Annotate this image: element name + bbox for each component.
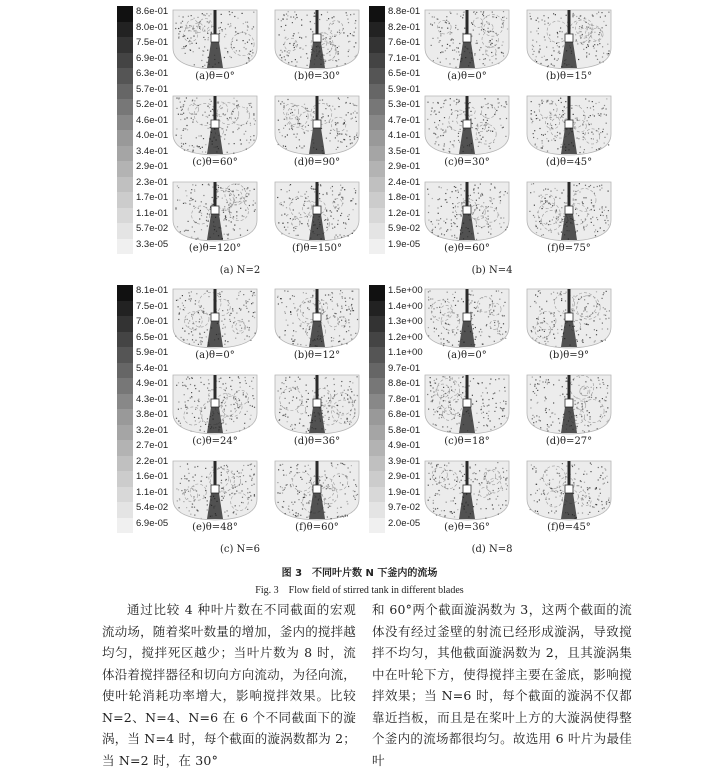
- flow-field-3: [167, 94, 257, 152]
- subplot-caption: (c)θ=24°: [192, 436, 238, 447]
- colorbar-label: 1.5e+00: [388, 285, 423, 296]
- colorbar-swatch: [117, 378, 133, 394]
- colorbar-label: 2.4e-01: [388, 176, 421, 188]
- flow-field-3: [167, 373, 257, 431]
- colorbar-label: 8.2e-01: [388, 21, 421, 33]
- colorbar-swatch: [369, 53, 385, 69]
- colorbar-swatch: [117, 192, 133, 208]
- flow-field-5: [419, 459, 509, 517]
- colorbar-label: 6.3e-01: [136, 68, 169, 79]
- colorbar-swatch: [369, 378, 385, 394]
- colorbar-swatch: [369, 363, 385, 379]
- subplot-caption: (b)θ=9°: [549, 350, 589, 361]
- colorbar-swatch: [117, 316, 133, 332]
- colorbar-label: 6.8e-01: [388, 409, 421, 420]
- flow-field-2: [269, 8, 359, 66]
- colorbar-swatch: [369, 471, 385, 487]
- colorbar-label: 1.1e-01: [136, 207, 169, 219]
- colorbar-swatch: [369, 84, 385, 100]
- subplot-caption: (b)θ=30°: [293, 71, 341, 82]
- subplot-caption: (d)θ=90°: [293, 157, 341, 168]
- colorbar-label: 2.9e-01: [136, 161, 169, 172]
- colorbar-label: 1.2e-01: [388, 207, 421, 219]
- colorbar-label: 1.1e+00: [388, 347, 423, 358]
- colorbar-label: 1.3e+00: [388, 316, 423, 327]
- colorbar-swatch: [369, 456, 385, 472]
- colorbar-swatch: [369, 518, 385, 534]
- subplot-caption: (c)θ=30°: [444, 157, 490, 168]
- colorbar-swatch: [117, 456, 133, 472]
- flow-field-1: [419, 8, 509, 66]
- colorbar-swatch: [117, 285, 133, 301]
- figure-title-en: Fig. 3 Flow field of stirred tank in different blades: [255, 585, 464, 596]
- colorbar-label: 1.9e-01: [388, 486, 421, 498]
- colorbar-swatch: [369, 239, 385, 255]
- panel-caption: (d) N=8: [471, 544, 513, 555]
- panel-d: [369, 285, 619, 561]
- colorbar-label: 5.8e-01: [388, 424, 421, 436]
- flow-field-3: [419, 94, 509, 152]
- body-paragraph-left: 通过比较 4 种叶片数在不同截面的宏观流动场，随着桨叶数量的增加，釜内的搅拌越均匀，搅拌死区越少；当叶片数为 8 时，流体沿着搅拌器径和切向方向流动，为径向流，使叶轮消耗功率增大，影响搅拌效果。比较 N=2、N=4、N=6 在 6 个不同截面下的漩涡，当 N=4 时，每个截面的漩涡数都为 2；当 N=2 时，在 30°: [102, 602, 357, 768]
- colorbar-label: 5.9e-01: [136, 347, 169, 358]
- colorbar-label: 8.8e-01: [388, 6, 421, 17]
- panel-caption: (b) N=4: [471, 265, 513, 276]
- flow-field-6: [521, 459, 611, 517]
- flow-field-4: [521, 373, 611, 431]
- colorbar-swatch: [369, 130, 385, 146]
- colorbar-swatch: [369, 161, 385, 177]
- colorbar-swatch: [369, 99, 385, 115]
- colorbar-label: 3.5e-01: [388, 145, 421, 157]
- flow-field-2: [521, 287, 611, 345]
- panel-b: [369, 6, 619, 282]
- colorbar-swatch: [369, 177, 385, 193]
- colorbar-swatch: [369, 332, 385, 348]
- colorbar-label: 8.6e-01: [136, 6, 169, 17]
- colorbar-label: 4.1e-01: [388, 130, 421, 141]
- colorbar-label: 3.2e-01: [136, 424, 169, 436]
- flow-field-4: [269, 373, 359, 431]
- subplot-caption: (d)θ=45°: [545, 157, 593, 168]
- colorbar-label: 2.7e-01: [136, 440, 169, 451]
- colorbar-swatch: [117, 22, 133, 38]
- colorbar-swatch: [117, 53, 133, 69]
- colorbar-swatch: [117, 37, 133, 53]
- flow-field-1: [167, 8, 257, 66]
- colorbar-label: 7.5e-01: [136, 37, 169, 48]
- flow-field-4: [521, 94, 611, 152]
- colorbar-swatch: [369, 146, 385, 162]
- colorbar-swatch: [117, 487, 133, 503]
- colorbar-swatch: [117, 425, 133, 441]
- body-column-right: [372, 599, 632, 771]
- subplot-caption: (a)θ=0°: [447, 71, 487, 82]
- colorbar-label: 8.1e-01: [136, 285, 169, 296]
- flow-field-6: [269, 180, 359, 238]
- colorbar-swatch: [369, 301, 385, 317]
- subplot-caption: (a)θ=0°: [447, 350, 487, 361]
- subplot-caption: (f)θ=45°: [547, 522, 591, 533]
- colorbar-label: 1.6e-01: [136, 471, 169, 482]
- colorbar-label: 1.1e-01: [136, 486, 169, 498]
- panel-c: [117, 285, 367, 561]
- colorbar-label: 3.3e-05: [136, 238, 169, 250]
- colorbar-swatch: [369, 487, 385, 503]
- colorbar-label: 1.9e-05: [388, 238, 421, 250]
- subplot-caption: (e)θ=48°: [192, 522, 238, 533]
- flow-field-1: [167, 287, 257, 345]
- colorbar-swatch: [117, 208, 133, 224]
- colorbar-swatch: [117, 471, 133, 487]
- colorbar-swatch: [117, 301, 133, 317]
- subplot-caption: (e)θ=60°: [444, 243, 490, 254]
- colorbar-label: 7.6e-01: [388, 37, 421, 48]
- colorbar-label: 1.8e-01: [388, 192, 421, 203]
- colorbar-label: 6.9e-05: [136, 517, 169, 529]
- colorbar-label: 2.9e-01: [388, 161, 421, 172]
- colorbar-swatch: [369, 394, 385, 410]
- colorbar-swatch: [117, 518, 133, 534]
- subplot-caption: (c)θ=18°: [444, 436, 490, 447]
- colorbar-swatch: [117, 239, 133, 255]
- colorbar-label: 4.9e-01: [388, 440, 421, 451]
- subplot-caption: (a)θ=0°: [195, 71, 235, 82]
- flow-field-3: [419, 373, 509, 431]
- subplot-caption: (c)θ=60°: [192, 157, 238, 168]
- colorbar-swatch: [117, 130, 133, 146]
- colorbar-label: 7.8e-01: [388, 393, 421, 405]
- colorbar-label: 6.5e-01: [388, 68, 421, 79]
- colorbar-swatch: [369, 223, 385, 239]
- figure-title-cn: 图 3 不同叶片数 N 下釜内的流场: [281, 568, 438, 579]
- colorbar-label: 7.5e-01: [136, 300, 169, 312]
- colorbar-label: 6.9e-01: [136, 52, 169, 64]
- subplot-caption: (e)θ=36°: [444, 522, 490, 533]
- colorbar-label: 5.9e-01: [388, 83, 421, 95]
- colorbar-swatch: [117, 177, 133, 193]
- body-paragraph-right: 和 60°两个截面漩涡数为 3，这两个截面的流体没有经过釜壁的射流已经形成漩涡，导致搅拌不均匀，其他截面漩涡数为 2，且其漩涡集中在叶轮下方，使得搅拌主要在釜底，影响搅拌效果；当 N=6 时，每个截面的漩涡不仅都靠近挡板，而且是在桨叶上方的大漩涡使得整个釜内的流场都很均匀。故选用 6 叶片为最佳叶: [372, 602, 632, 768]
- colorbar-swatch: [369, 347, 385, 363]
- colorbar-swatch: [369, 316, 385, 332]
- colorbar-label: 9.7e-01: [388, 362, 421, 374]
- colorbar-label: 4.6e-01: [136, 114, 169, 126]
- colorbar-label: 3.8e-01: [136, 409, 169, 420]
- flow-field-1: [419, 287, 509, 345]
- colorbar-label: 5.4e-01: [136, 362, 169, 374]
- flow-field-6: [269, 459, 359, 517]
- colorbar-label: 3.9e-01: [388, 455, 421, 467]
- body-column-left: [102, 599, 356, 771]
- colorbar-swatch: [369, 409, 385, 425]
- colorbar-swatch: [369, 285, 385, 301]
- flow-field-4: [269, 94, 359, 152]
- flow-field-5: [419, 180, 509, 238]
- colorbar-swatch: [117, 146, 133, 162]
- colorbar-label: 2.9e-01: [388, 471, 421, 482]
- subplot-caption: (a)θ=0°: [195, 350, 235, 361]
- colorbar-swatch: [117, 440, 133, 456]
- colorbar-swatch: [369, 6, 385, 22]
- subplot-caption: (e)θ=120°: [188, 243, 242, 254]
- colorbar-label: 5.3e-01: [388, 99, 421, 110]
- colorbar-label: 8.0e-01: [136, 21, 169, 33]
- colorbar-swatch: [369, 440, 385, 456]
- flow-field-2: [269, 287, 359, 345]
- subplot-caption: (d)θ=27°: [545, 436, 593, 447]
- colorbar-label: 1.7e-01: [136, 192, 169, 203]
- colorbar-swatch: [117, 502, 133, 518]
- colorbar-label: 1.2e+00: [388, 331, 423, 343]
- colorbar-label: 2.3e-01: [136, 176, 169, 188]
- colorbar-label: 5.7e-02: [136, 223, 169, 234]
- colorbar-label: 4.3e-01: [136, 393, 169, 405]
- colorbar-swatch: [369, 68, 385, 84]
- colorbar-label: 4.9e-01: [136, 378, 169, 389]
- colorbar-swatch: [369, 208, 385, 224]
- subplot-caption: (d)θ=36°: [293, 436, 341, 447]
- colorbar-label: 8.8e-01: [388, 378, 421, 389]
- colorbar-swatch: [117, 6, 133, 22]
- subplot-caption: (b)θ=15°: [545, 71, 593, 82]
- colorbar-label: 7.0e-01: [136, 316, 169, 327]
- colorbar-swatch: [117, 347, 133, 363]
- colorbar-label: 5.9e-02: [388, 223, 421, 234]
- colorbar-swatch: [117, 84, 133, 100]
- colorbar-swatch: [369, 115, 385, 131]
- colorbar-label: 5.4e-02: [136, 502, 169, 513]
- colorbar-swatch: [117, 99, 133, 115]
- colorbar-label: 5.7e-01: [136, 83, 169, 95]
- colorbar-label: 4.0e-01: [136, 130, 169, 141]
- subplot-caption: (f)θ=75°: [547, 243, 591, 254]
- colorbar-label: 2.2e-01: [136, 455, 169, 467]
- subplot-caption: (b)θ=12°: [293, 350, 341, 361]
- colorbar-label: 9.7e-02: [388, 502, 421, 513]
- colorbar-label: 5.2e-01: [136, 99, 169, 110]
- colorbar-swatch: [369, 192, 385, 208]
- panel-caption: (a) N=2: [219, 265, 261, 276]
- colorbar-swatch: [117, 394, 133, 410]
- colorbar-swatch: [117, 332, 133, 348]
- colorbar-swatch: [117, 68, 133, 84]
- colorbar-swatch: [369, 425, 385, 441]
- colorbar-swatch: [117, 161, 133, 177]
- flow-field-2: [521, 8, 611, 66]
- colorbar-swatch: [117, 223, 133, 239]
- panel-a: [117, 6, 367, 282]
- subplot-caption: (f)θ=150°: [292, 243, 342, 254]
- colorbar-label: 2.0e-05: [388, 517, 421, 529]
- colorbar-swatch: [117, 409, 133, 425]
- colorbar-label: 6.5e-01: [136, 331, 169, 343]
- flow-field-6: [521, 180, 611, 238]
- subplot-caption: (f)θ=60°: [295, 522, 339, 533]
- colorbar-swatch: [369, 22, 385, 38]
- colorbar-swatch: [117, 115, 133, 131]
- colorbar-label: 1.4e+00: [388, 300, 423, 312]
- panel-caption: (c) N=6: [219, 544, 261, 555]
- colorbar-label: 7.1e-01: [388, 52, 421, 64]
- colorbar-swatch: [369, 37, 385, 53]
- colorbar-swatch: [117, 363, 133, 379]
- flow-field-5: [167, 459, 257, 517]
- flow-field-5: [167, 180, 257, 238]
- colorbar-label: 3.4e-01: [136, 145, 169, 157]
- colorbar-swatch: [369, 502, 385, 518]
- colorbar-label: 4.7e-01: [388, 114, 421, 126]
